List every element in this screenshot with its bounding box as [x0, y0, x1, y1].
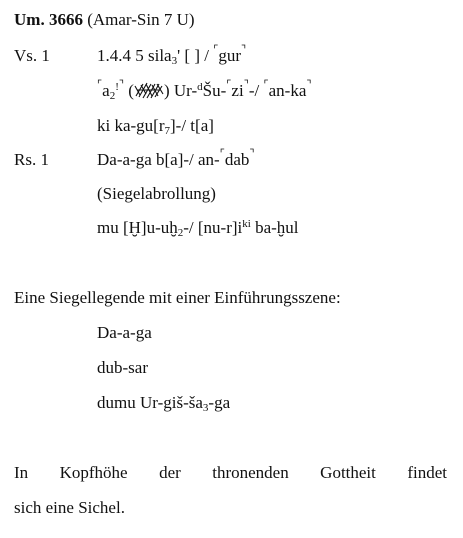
text-span: (	[124, 81, 134, 100]
subscript: 2	[177, 227, 184, 239]
half-bracket-close: ⌝	[243, 79, 249, 91]
half-bracket-open: ⌜	[97, 79, 103, 91]
note-line-1: In Kopfhöhe der thronenden Gottheit findet	[14, 463, 447, 482]
obverse-line-3	[97, 116, 214, 136]
subscript: 3	[202, 402, 209, 414]
tablet-header	[14, 10, 195, 30]
note-line-2: sich eine Sichel.	[14, 498, 125, 517]
obverse-line-1	[97, 46, 246, 66]
superscript: ki	[242, 218, 251, 230]
legend-line-2: dub-sar	[97, 358, 148, 377]
text-span: -/ [nu-r]i	[183, 218, 243, 237]
superscript: d	[197, 81, 203, 93]
text-span: ba-ḫul	[250, 218, 299, 237]
obverse-label: Vs. 1	[14, 46, 50, 65]
subscript: 3	[171, 55, 178, 67]
text-span: ' [ ] /	[177, 46, 214, 65]
reverse-line-2: (Siegelabrollung)	[97, 184, 216, 203]
text-span: dab	[224, 150, 250, 169]
obverse-line-2	[97, 81, 312, 101]
text-span: ki ka-gu[r	[97, 116, 165, 135]
tablet-id: Um. 3666	[14, 10, 83, 29]
half-bracket-open: ⌜	[213, 44, 219, 56]
reverse-line-3	[97, 218, 299, 238]
text-span: mu [Ḫ]u-uḫ	[97, 218, 178, 237]
text-span: ]-/ t[a]	[170, 116, 214, 135]
tablet-date: (Amar-Sin 7 U)	[87, 10, 195, 29]
text-span: -/	[248, 81, 264, 100]
subscript: 2	[109, 90, 116, 102]
text-span: dumu Ur-giš-ša	[97, 393, 203, 412]
half-bracket-open: ⌜	[226, 79, 232, 91]
half-bracket-close: ⌝	[306, 79, 312, 91]
legend-intro: Eine Siegellegende mit einer Einführungsszene:	[14, 288, 341, 307]
half-bracket-open: ⌜	[219, 148, 225, 160]
superscript: !	[115, 81, 119, 93]
text-span: Šu-	[202, 81, 227, 100]
text-span: 1.4.4 5 sila	[97, 46, 172, 65]
damaged-sign-icon	[134, 82, 164, 99]
text-span: zi	[231, 81, 244, 100]
half-bracket-open: ⌜	[263, 79, 269, 91]
reverse-line-1	[97, 150, 255, 170]
text-span: -ga	[208, 393, 231, 412]
half-bracket-close: ⌝	[249, 148, 255, 160]
text-span: an-ka	[268, 81, 307, 100]
half-bracket-close: ⌝	[241, 44, 247, 56]
subscript: 7	[164, 125, 171, 137]
reverse-label: Rs. 1	[14, 150, 49, 169]
text-span: Da-a-ga b[a]-/ an-	[97, 150, 220, 169]
legend-line-3	[97, 393, 230, 413]
text-span: ) Ur-	[163, 81, 198, 100]
text-span: gur	[218, 46, 242, 65]
half-bracket-close: ⌝	[118, 79, 125, 91]
text-span: a	[102, 81, 110, 100]
legend-line-1: Da-a-ga	[97, 323, 152, 342]
